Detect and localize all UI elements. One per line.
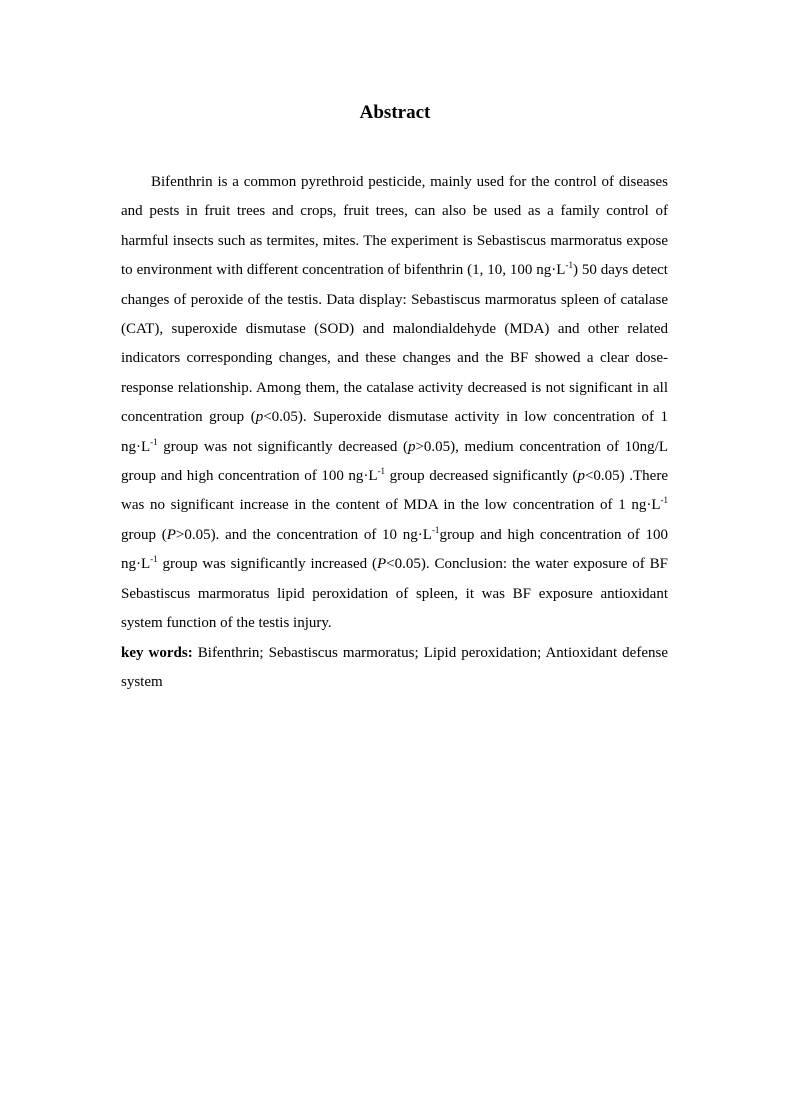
p-value-symbol: p [255, 409, 264, 426]
text-segment: <0.05). Superoxide dismutase activity in low concentration of 1 ng·L [121, 409, 668, 455]
text-segment: <0.05) .There was no significant increase in the content of MDA in the low concentration of 1 ng·L [121, 468, 668, 514]
text-segment: <0.05). Conclusion: the water exposure of BF Sebastiscus marmoratus lipid peroxidation of spleen, it was BF exposure antioxidant system function of the testis injury. [121, 556, 668, 632]
abstract-heading: Abstract [359, 102, 431, 123]
text-segment: >0.05), medium concentration of 10ng/L group and high concentration of 100 ng·L [121, 438, 668, 485]
keywords-label: key words: [121, 644, 193, 661]
superscript: -1 [150, 436, 158, 447]
text-segment: group ( [121, 526, 167, 543]
keywords-line [121, 639, 668, 698]
text-segment: group was not significantly decreased ( [157, 438, 408, 455]
abstract-paragraph [121, 168, 668, 639]
text-segment: >0.05). and the concentration of 10 ng·L [175, 526, 432, 543]
p-value-symbol: p [407, 438, 416, 455]
text-segment: group was significantly increased ( [157, 556, 377, 573]
keywords-text: Bifenthrin; Sebastiscus marmoratus; Lipid peroxidation; Antioxidant defense system [121, 644, 668, 690]
superscript: -1 [150, 554, 158, 565]
abstract-body [121, 168, 668, 697]
superscript: -1 [660, 495, 668, 506]
p-value-symbol: P [376, 556, 387, 573]
superscript: -1 [431, 524, 440, 535]
text-segment: ) 50 days detect changes of peroxide of the testis. Data display: Sebastiscus marmoratus spleen of catalase (CAT), superoxide dismutase (SOD) and malondialdehyde (MDA) and other related indicators corresponding changes, and these changes and the BF showed a clear dose-response relationship. Among them, the catalase activity decreased is not significant in all concentration group ( [121, 262, 668, 426]
superscript: -1 [565, 260, 573, 271]
text-segment: Bifenthrin is a common pyrethroid pesticide, mainly used for the control of diseases and pests in fruit trees and crops, fruit trees, can also be used as a family control of harmful insects such as termites, mites. The experiment is Sebastiscus marmoratus expose to environment with different concentration of bifenthrin (1, 10, 100 ng·L [121, 174, 668, 279]
text-segment: group decreased significantly ( [385, 468, 578, 485]
p-value-symbol: p [577, 468, 585, 485]
text-segment: group and high concentration of 100 ng·L [121, 526, 668, 573]
p-value-symbol: P [166, 526, 176, 543]
superscript: -1 [377, 466, 386, 477]
